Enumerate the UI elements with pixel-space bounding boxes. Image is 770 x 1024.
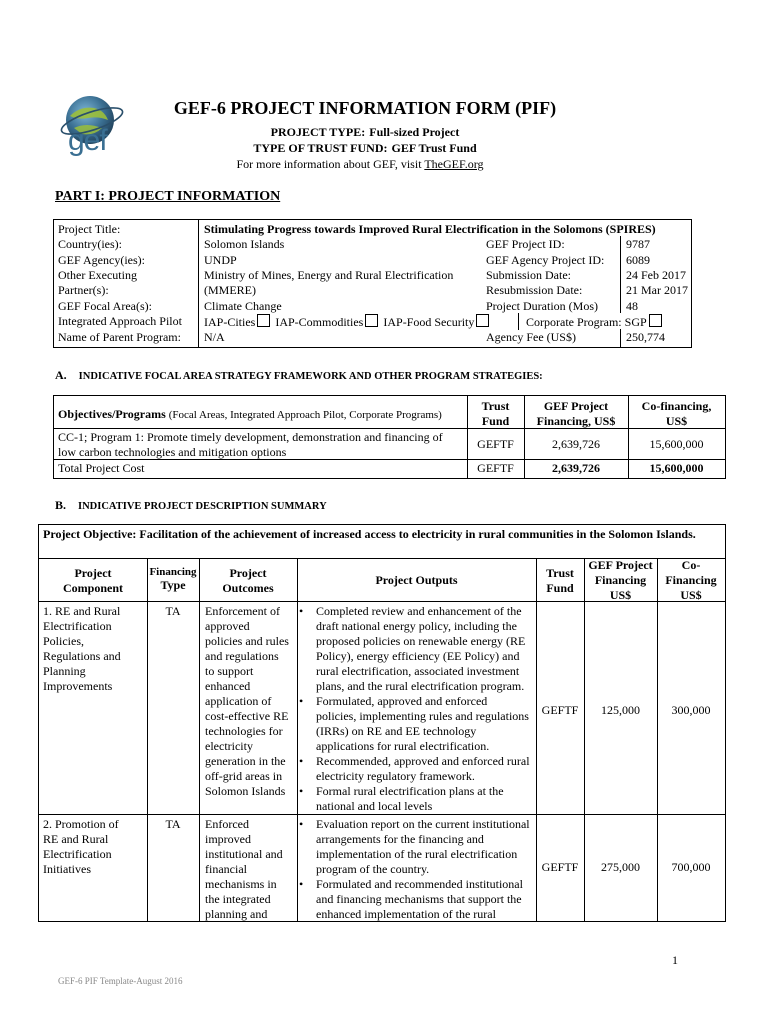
- value-other-exec-1: Ministry of Mines, Energy and Rural Electrification: [204, 268, 454, 282]
- section-a-title: INDICATIVE FOCAL AREA STRATEGY FRAMEWORK AND OTHER PROGRAM STRATEGIES:: [78, 371, 543, 382]
- value-agency-fee: 250,774: [626, 330, 665, 344]
- col-gef-1: GEF Project: [543, 399, 609, 413]
- row1-component: 1. RE and Rural Electrification Policies, Regulations and Planning Improvements: [43, 604, 121, 693]
- page-title: GEF-6 PROJECT INFORMATION FORM (PIF): [173, 98, 557, 118]
- iap-divider: [518, 313, 519, 330]
- more-info-text: For more information about GEF, visit: [236, 157, 422, 171]
- section-a-heading: [55, 366, 543, 384]
- corporate-program-checkbox[interactable]: [649, 314, 662, 327]
- col-objectives-header: [58, 407, 442, 422]
- trust-fund-value: GEF Trust Fund: [391, 141, 477, 155]
- label-agency-fee: Agency Fee (US$): [486, 330, 576, 344]
- row1-gef: 125,000: [601, 703, 640, 717]
- row2-component: 2. Promotion of RE and Rural Electrification Initiatives: [43, 817, 119, 876]
- hdr-component-1: Project: [74, 566, 112, 580]
- project-objective: Project Objective: Facilitation of the achievement of increased access to electricity in rural communities in the Solomon Islands.: [43, 527, 696, 541]
- row1-outputs: [299, 604, 544, 814]
- hdr-financing-1: Financing: [149, 566, 197, 578]
- value-country: Solomon Islands: [204, 237, 285, 251]
- hdr-outcomes-1: Project: [229, 566, 267, 580]
- row-cof: 15,600,000: [649, 437, 704, 451]
- list-item: • Formal rural electrification plans at the national and local levels: [308, 784, 544, 814]
- template-note: GEF-6 PIF Template-August 2016: [58, 976, 183, 986]
- value-focal-area: Climate Change: [204, 299, 282, 313]
- label-resubmission-date: Resubmission Date:: [486, 283, 583, 297]
- hdr-component-2: Component: [62, 581, 123, 595]
- objective-line-2: low carbon technologies and mitigation options: [58, 445, 287, 459]
- value-gef-project-id: 9787: [626, 237, 650, 251]
- hdr-outputs: Project Outputs: [375, 573, 458, 587]
- row2-gef: 275,000: [601, 860, 640, 874]
- objective-line-1: CC-1; Program 1: Promote timely development, demonstration and financing of: [58, 430, 443, 444]
- total-gef: 2,639,726: [552, 461, 600, 475]
- row-trust: GEFTF: [477, 437, 514, 451]
- project-type-value: Full-sized Project: [369, 125, 460, 139]
- section-a-letter: A.: [55, 368, 67, 382]
- label-focal-area: GEF Focal Area(s):: [58, 299, 152, 313]
- table-row: [39, 602, 725, 814]
- section-b-title: INDICATIVE PROJECT DESCRIPTION SUMMARY: [78, 501, 327, 512]
- label-country: Country(ies):: [58, 237, 122, 251]
- gef-website-link[interactable]: TheGEF.org: [424, 157, 484, 171]
- col-cof-header: [628, 399, 725, 429]
- value-other-exec-2: (MMERE): [204, 283, 256, 297]
- row1-trust: GEFTF: [541, 703, 579, 717]
- col-trust-1: Trust: [481, 399, 510, 413]
- iap-cities-checkbox[interactable]: [257, 314, 270, 327]
- iap-commodities-checkbox[interactable]: [365, 314, 378, 327]
- label-agency: GEF Agency(ies):: [58, 253, 145, 267]
- iap-cities-label: IAP-Cities: [204, 315, 256, 329]
- right-divider: [620, 236, 621, 313]
- hdr-outcomes-2: Outcomes: [222, 581, 274, 595]
- hdr-component: [39, 566, 147, 596]
- col-cof-1: Co-financing,: [641, 399, 712, 413]
- row2-cof: 700,000: [671, 860, 711, 874]
- col-objectives-title: Objectives/Programs: [58, 407, 166, 421]
- part1-heading: PART I: PROJECT INFORMATION: [55, 189, 281, 204]
- iap-commodities-label: IAP-Commodities: [275, 315, 364, 329]
- value-project-title: Stimulating Progress towards Improved Rural Electrification in the Solomons (SPIRES): [204, 222, 656, 236]
- value-submission-date: 24 Feb 2017: [626, 268, 686, 282]
- total-label: Total Project Cost: [58, 461, 145, 475]
- total-cof: 15,600,000: [649, 461, 704, 475]
- hdr-cof-3: US$: [680, 588, 702, 602]
- list-item: • Recommended, approved and enforced rural electricity regulatory framework.: [308, 754, 544, 784]
- hdr-cof: [657, 558, 725, 603]
- label-other-exec-2: Partner(s):: [58, 283, 109, 297]
- row1-cof: 300,000: [671, 703, 711, 717]
- row2-type: TA: [165, 817, 181, 831]
- label-gef-project-id: GEF Project ID:: [486, 237, 565, 251]
- col-trust-header: [467, 399, 524, 429]
- list-item: • Formulated, approved and enforced policies, implementing rules and regulations (IRRs) on RE and EE technology applications for rural electrification.: [308, 694, 544, 754]
- iap-food-checkbox[interactable]: [476, 314, 489, 327]
- section-b-letter: B.: [55, 498, 67, 512]
- corporate-program-row: [526, 314, 664, 330]
- trust-fund-label: TYPE OF TRUST FUND:: [253, 141, 388, 155]
- info-divider: [198, 220, 199, 347]
- value-resubmission-date: 21 Mar 2017: [626, 283, 688, 297]
- label-agency-project-id: GEF Agency Project ID:: [486, 253, 605, 267]
- logo-text: gef: [68, 124, 107, 157]
- label-iap: Integrated Approach Pilot: [58, 314, 182, 328]
- hdr-cof-1: Co-: [681, 558, 701, 572]
- label-project-title: Project Title:: [58, 222, 121, 236]
- value-parent-program: N/A: [204, 330, 225, 344]
- hdr-trust-1: Trust: [546, 566, 574, 580]
- total-trust: GEFTF: [477, 461, 514, 475]
- right-divider-bottom: [620, 329, 621, 347]
- hdr-gef-1: GEF Project: [588, 558, 653, 572]
- value-agency: UNDP: [204, 253, 237, 267]
- section-b-heading: [55, 496, 327, 514]
- iap-food-label: IAP-Food Security: [383, 315, 475, 329]
- label-parent-program: Name of Parent Program:: [58, 330, 181, 344]
- more-info-line: [150, 157, 570, 172]
- hdr-financing: [147, 566, 199, 593]
- hdr-financing-2: Type: [160, 578, 186, 592]
- hdr-gef-3: US$: [609, 588, 632, 602]
- list-item: • Evaluation report on the current institutional arrangements for the financing and implementation of the rural electrification program of the country.: [308, 817, 544, 877]
- row1-type: TA: [165, 604, 181, 618]
- hdr-trust: [536, 566, 584, 596]
- description-table: [38, 524, 726, 922]
- hdr-trust-2: Fund: [546, 581, 574, 595]
- col-cof-2: US$: [665, 414, 688, 428]
- iap-options-row: [204, 314, 491, 330]
- strategy-table: [53, 395, 726, 479]
- project-type-label: PROJECT TYPE:: [270, 125, 366, 139]
- col-gef-header: [524, 399, 628, 429]
- row2-trust: GEFTF: [541, 860, 579, 874]
- hdr-gef: [584, 558, 657, 603]
- col-gef-2: Financing, US$: [536, 414, 616, 428]
- table-row: [39, 815, 725, 921]
- value-duration: 48: [626, 299, 638, 313]
- hdr-cof-2: Financing: [665, 573, 717, 587]
- project-info-table: [53, 219, 692, 348]
- col-objectives-note: (Focal Areas, Integrated Approach Pilot, Corporate Programs): [168, 409, 442, 421]
- list-item: • Completed review and enhancement of the draft national energy policy, including the proposed policies on renewable energy (RE Policy), energy efficiency (EE Policy) and rural electrification, associated investment plans, and the rural electrification program.: [308, 604, 544, 694]
- trust-fund-line: [150, 139, 580, 157]
- value-agency-project-id: 6089: [626, 253, 650, 267]
- col-trust-2: Fund: [481, 414, 510, 428]
- row-gef: 2,639,726: [552, 437, 600, 451]
- list-item: • Formulated and recommended institutional and financing mechanisms that support the enhanced implementation of the rural: [308, 877, 544, 922]
- label-other-exec-1: Other Executing: [58, 268, 137, 282]
- hdr-gef-2: Financing: [594, 573, 647, 587]
- label-submission-date: Submission Date:: [486, 268, 572, 282]
- hdr-outcomes: [199, 566, 297, 596]
- row2-outputs: [299, 817, 544, 922]
- table-row: [58, 430, 463, 460]
- corporate-program-label: Corporate Program: SGP: [526, 315, 647, 329]
- row1-outcome: Enforcement of approved policies and rules and regulations to support enhanced application of cost-effective RE technologies for electricity generation in the off-grid areas in Solomon Islands: [205, 604, 289, 798]
- page-number: 1: [672, 953, 678, 967]
- label-duration: Project Duration (Mos): [486, 299, 598, 313]
- row2-outcome: Enforced improved institutional and financial mechanisms in the integrated planning and: [205, 817, 283, 921]
